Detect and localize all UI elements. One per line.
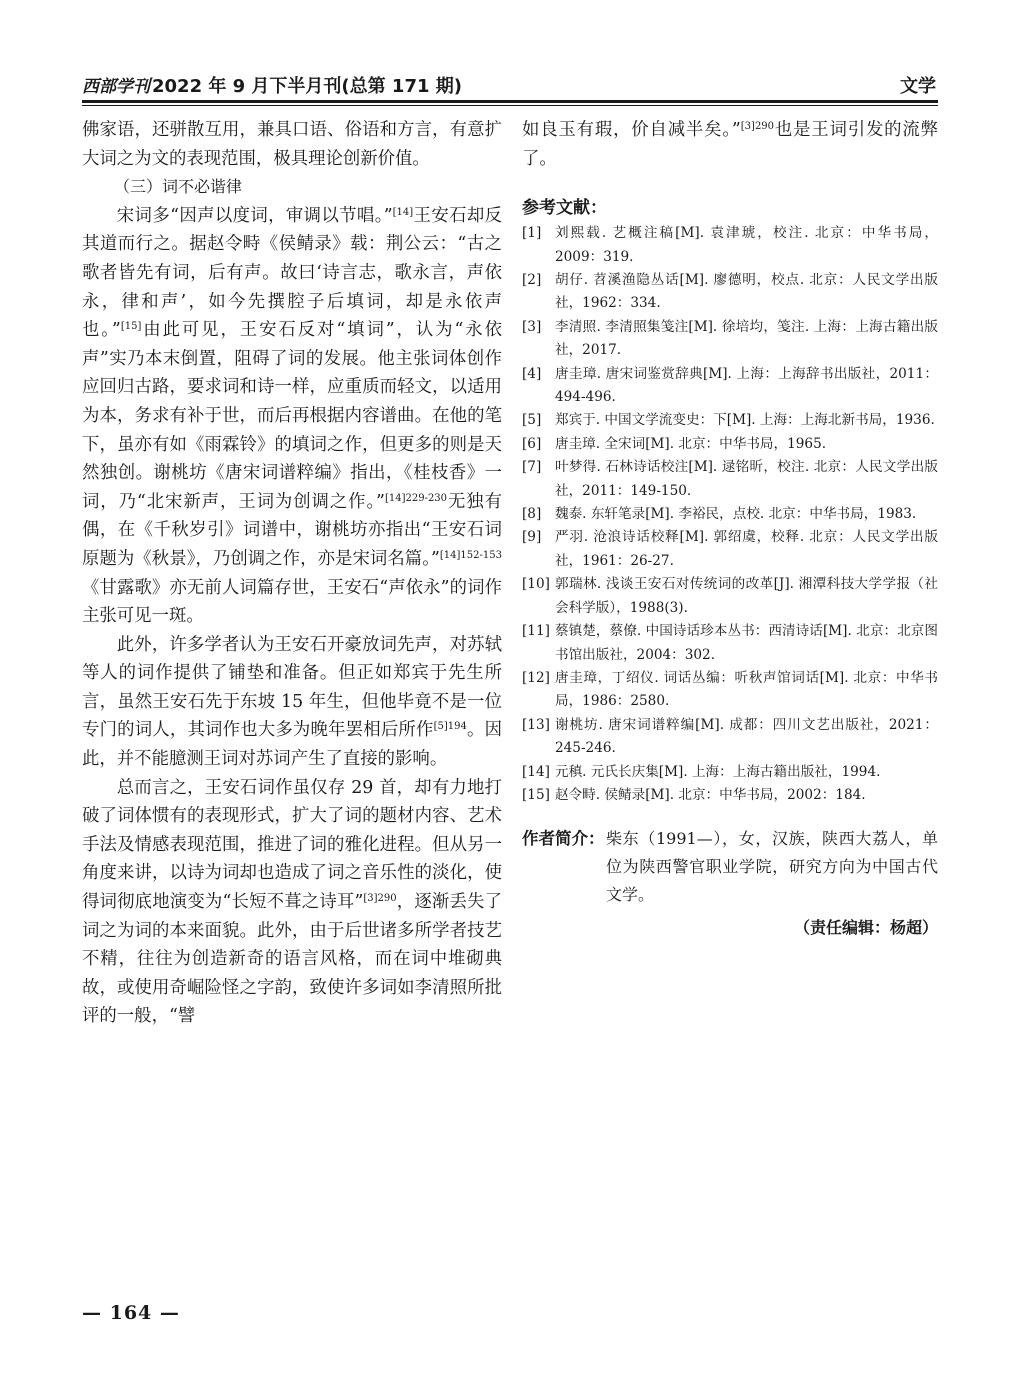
reference-item [522, 761, 938, 784]
reference-item [522, 433, 938, 456]
text-run: 如良玉有瑕，价自减半矣。” [522, 120, 741, 140]
reference-text: 唐圭璋. 全宋词[M]. 北京：中华书局，1965. [555, 435, 827, 452]
citation: [5]194 [433, 721, 467, 733]
paragraph-continued [522, 116, 938, 173]
citation: [3]290 [363, 893, 397, 905]
text-run: 由此可见，王安石反对“填词”，认为“永依声”实乃本末倒置，阻碍了词的发展。他主张词体创作应回归古路，要求词和诗一样，应重质而轻文，以适用为本，务求有补于世，而后再根据内容谱曲。在他的笔下，虽亦有如《雨霖铃》的填词之作，但更多的则是天然独创。谢桃坊《唐宋词谱粹编》指出，《桂枝香》一词，乃“北宋新声，王词为创调之作。” [82, 320, 502, 512]
reference-number: [15] [522, 786, 550, 803]
citation: [14]152-153 [439, 549, 502, 561]
reference-text: 郑宾于. 中国文学流变史：下[M]. 上海：上海北新书局，1936. [555, 412, 935, 429]
reference-text: 唐圭璋，丁绍仪. 词话丛编：听秋声馆词话[M]. 北京：中华书局，1986：2580. [555, 669, 938, 710]
reference-item [522, 526, 938, 573]
text-run: 无独有偶，在《千秋岁引》词谱中，谢桃坊亦指出“王安石词原题为《秋景》，乃创调之作，亦是宋词名篇。” [82, 491, 502, 569]
reference-text: 胡仔. 苕溪渔隐丛话[M]. 廖德明，校点. 北京：人民文学出版社，1962：334. [555, 272, 938, 312]
text-run: 《甘露歌》亦无前人词篇存世，王安石“声依永”的词作主张可见一斑。 [82, 577, 502, 627]
reference-number: [7] [522, 459, 542, 476]
reference-text: 赵令畤. 侯鲭录[M]. 北京：中华书局，2002：184. [555, 786, 866, 803]
text-run: ，逐渐丢失了词之为词的本来面貌。此外，由于后世诸多所学者技艺不精，往往为创造新奇的语言风格，而在词中堆砌典故，或使用奇崛险怪之字韵，致使许多词如李清照所批评的一般，“譬 [82, 892, 502, 1027]
citation: [14]229-230 [384, 492, 448, 504]
paragraph-continued: 佛家语，还骈散互用，兼具口语、俗语和方言，有意扩大词之为文的表现范围，极具理论创新价值。 [82, 120, 502, 169]
reference-number: [14] [522, 763, 550, 780]
section-subheading: （三）词不必谐律 [114, 177, 243, 197]
reference-item [522, 409, 938, 432]
author-bio-label: 作者简介： [522, 829, 605, 849]
reference-number: [2] [522, 272, 542, 288]
reference-number: [6] [522, 435, 542, 452]
running-header [82, 70, 938, 100]
header-rule-thin [82, 105, 938, 106]
paragraph [82, 202, 502, 631]
citation: [3]290 [740, 121, 775, 132]
reference-text: 魏泰. 东轩笔录[M]. 李裕民，点校. 北京：中华书局，1983. [555, 506, 917, 523]
reference-number: [10] [522, 576, 550, 593]
text-run: 王安石却反其道而行之。据赵令畤《侯鲭录》载：荆公云：“古之歌者皆先有词，后有声。故曰‘诗言志，歌永言，声依永，律和声’，如今先撰腔子后填词，却是永依声也。” [82, 205, 502, 341]
reference-item [522, 222, 938, 269]
author-bio [522, 825, 938, 909]
text-run: 也是王词引发的流弊了。 [522, 120, 938, 169]
reference-number: [8] [522, 506, 542, 523]
paragraph [82, 774, 502, 1031]
author-bio-text: 柴东（1991—），女，汉族，陕西大荔人，单位为陕西警官职业学院，研究方向为中国古代文学。 [606, 829, 938, 905]
page-number: — 164 — [82, 1302, 180, 1324]
reference-list [522, 222, 938, 807]
reference-text: 唐圭璋. 唐宋词鉴赏辞典[M]. 上海：上海辞书出版社，2011：494-496. [555, 365, 938, 406]
header-rule-thick [82, 100, 938, 103]
reference-text: 谢桃坊. 唐宋词谱粹编[M]. 成都：四川文艺出版社，2021：245-246. [555, 716, 938, 757]
reference-item [522, 667, 938, 714]
reference-text: 刘熙载. 艺概注稿[M]. 袁津琥，校注. 北京：中华书局，2009：319. [555, 225, 938, 265]
left-column [82, 116, 502, 1031]
text-run: 总而言之，王安石词作虽仅存 29 首，却有力地打破了词体惯有的表现形式，扩大了词的题材内容、艺术手法及情感表现范围，推进了词的雅化进程。但从另一角度来讲，以诗为词却也造成了词之音乐性的淡化，使得词彻底地演变为“长短不葺之诗耳” [82, 777, 502, 913]
text-run: 宋词多“因声以度词，审调以节唱。” [116, 205, 393, 226]
reference-item [522, 316, 938, 363]
reference-text: 叶梦得. 石林诗话校注[M]. 逯铭昕，校注. 北京：人民文学出版社，2011：149-150. [555, 459, 938, 499]
reference-item [522, 573, 938, 620]
reference-text: 严羽. 沧浪诗话校释[M]. 郭绍虞，校释. 北京：人民文学出版社，1961：26-27. [555, 529, 938, 569]
paragraph [82, 631, 502, 774]
reference-item [522, 456, 938, 503]
journal-name: 西部学刊 [82, 77, 150, 97]
reference-text: 郭瑞林. 浅谈王安石对传统词的改革[J]. 湘潭科技大学学报（社会科学版），1988(3). [555, 576, 938, 616]
editor-note: （责任编辑：杨超） [793, 918, 938, 938]
reference-item [522, 784, 938, 807]
reference-text: 蔡镇楚，蔡僚. 中国诗话珍本丛书：西清诗话[M]. 北京：北京图书馆出版社，2004：302. [555, 623, 938, 663]
reference-item [522, 714, 938, 761]
text-run: 此外，许多学者认为王安石开豪放词先声，对苏轼等人的词作提供了铺垫和准备。但正如郑宾于先生所言，虽然王安石先于东坡 15 年生，但他毕竟不是一位专门的词人，其词作也大多为晚年罢相后所作 [82, 634, 502, 741]
reference-number: [13] [522, 716, 550, 733]
reference-text: 李清照. 李清照集笺注[M]. 徐培均，笺注. 上海：上海古籍出版社，2017. [555, 318, 938, 359]
reference-item [522, 269, 938, 316]
reference-number: [11] [522, 623, 550, 640]
reference-number: [4] [522, 365, 542, 382]
reference-number: [5] [522, 412, 542, 429]
issue-info: 2022 年 9 月下半月刊(总第 171 期) [152, 76, 462, 97]
right-column [522, 116, 938, 938]
header-left [82, 72, 462, 98]
reference-item [522, 363, 938, 410]
reference-number: [3] [522, 318, 542, 335]
reference-number: [9] [522, 529, 542, 546]
section-label: 文学 [900, 76, 936, 97]
reference-item [522, 503, 938, 526]
references-title: 参考文献： [522, 198, 607, 219]
reference-number: [1] [522, 225, 542, 242]
citation: [15] [120, 321, 142, 333]
reference-item [522, 620, 938, 667]
citation: [14] [392, 206, 414, 218]
text-run: 。因此，并不能臆测王词对苏词产生了直接的影响。 [82, 720, 502, 770]
reference-text: 元稹. 元氏长庆集[M]. 上海：上海古籍出版社，1994. [555, 763, 881, 780]
reference-number: [12] [522, 669, 550, 686]
